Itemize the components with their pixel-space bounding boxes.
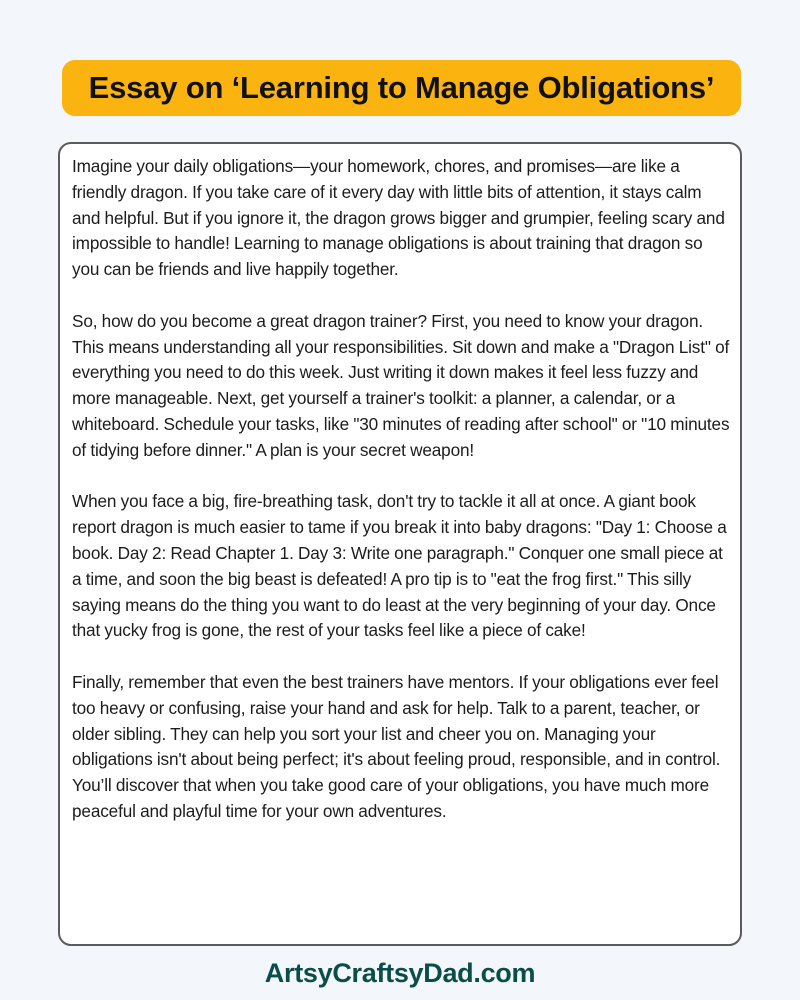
essay-paragraph-2: So, how do you become a great dragon trainer? First, you need to know your dragon. This means understanding all your responsibilities. Sit down and make a "Dragon List" of everything you need to do this week. Just writing it down makes it feel less fuzzy and more manageable. Next, get yourself a trainer's toolkit: a planner, a calendar, or a whiteboard. Schedule your tasks, like "30 minutes of reading after school" or "10 minutes of tidying before dinner." A plan is your secret weapon! [72,310,730,460]
essay-paragraph-4: Finally, remember that even the best trainers have mentors. If your obligations ever feel too heavy or confusing, raise your hand and ask for help. Talk to a parent, teacher, or older sibling. They can help you sort your list and cheer you on. Managing your obligations isn't about being perfect; it's about feeling proud, responsible, and in control. You’ll discover that when you take good care of your obligations, you have much more peaceful and playful time for your own adventures. [72,671,721,821]
essay-paragraph-3: When you face a big, fire-breathing task, don't try to tackle it all at once. A giant book report dragon is much easier to tame if you break it into baby dragons: "Day 1: Choose a book. Day 2: Read Chapter 1. Day 3: Write one paragraph." Conquer one small piece at a time, and soon the big beast is defeated! A pro tip is to "eat the frog first." This silly saying means do the thing you want to do least at the very beginning of your day. Once that yucky frog is gone, the rest of your tasks feel like a piece of cake! [72,491,727,641]
title-banner [62,60,741,116]
essay-container [58,142,742,946]
essay-paragraph-1: Imagine your daily obligations—your homework, chores, and promises—are like a friendly dragon. If you take care of it every day with little bits of attention, it stays calm and helpful. But if you ignore it, the dragon grows bigger and grumpier, feeling scary and impossible to handle! Learning to manage obligations is about training that dragon so you can be friends and live happily together. [72,156,725,280]
page-title: Essay on ‘Learning to Manage Obligations’ [88,70,715,105]
footer-brand-watermark: ArtsyCraftsyDad.com [264,958,536,988]
